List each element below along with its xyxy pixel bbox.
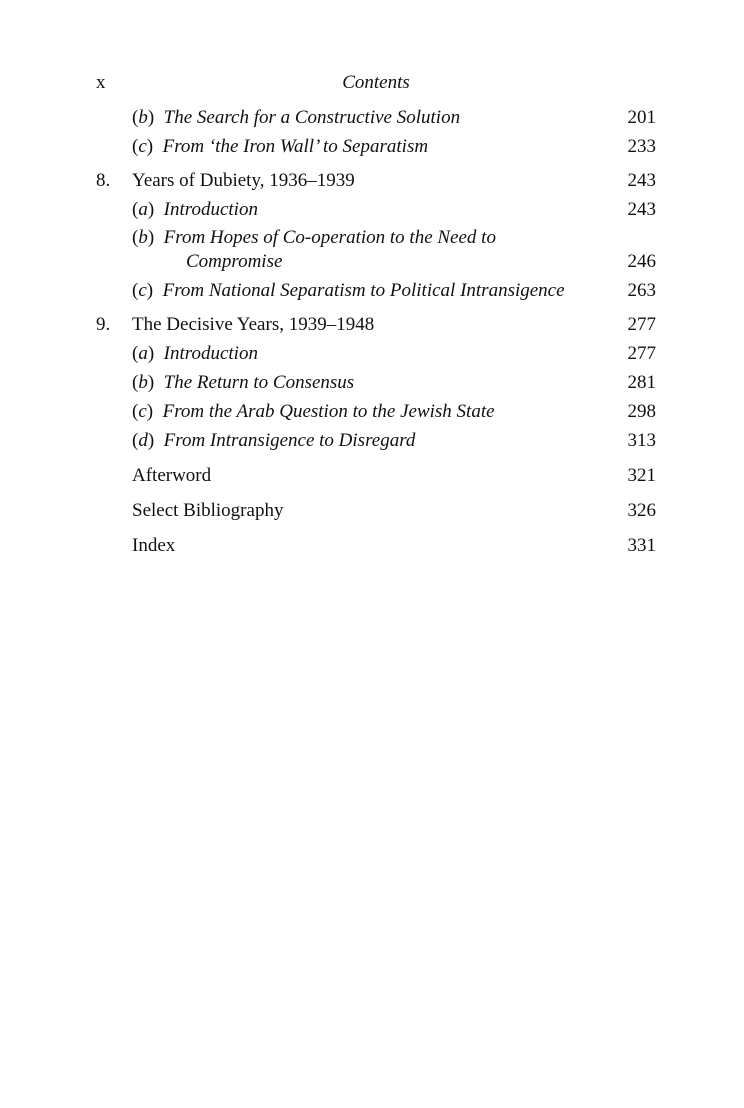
toc-letter: b <box>138 227 148 248</box>
toc-entry: (b) The Return to Consensus 281 <box>132 372 656 393</box>
toc-page: 246 <box>627 251 656 272</box>
toc-chapter <box>96 313 656 337</box>
toc-title: From Intransigence to Disregard <box>163 430 416 451</box>
toc-entry: (d) From Intransigence to Disregard 313 <box>132 430 656 451</box>
toc-chapter <box>96 169 656 193</box>
toc-title: From the Arab Question to the Jewish State <box>162 401 495 422</box>
toc-page: 277 <box>627 314 656 335</box>
toc-page: 326 <box>627 500 656 521</box>
page-number: x <box>96 72 106 93</box>
toc-letter: c <box>138 401 147 422</box>
toc-back-matter <box>96 534 656 558</box>
toc-page: 233 <box>627 136 656 157</box>
back-matter-title: Afterword <box>132 465 212 486</box>
toc-entry: (a) Introduction 277 <box>132 343 656 364</box>
toc-entry: (b) From Hopes of Co-operation to the Need to Compromise 246 <box>132 227 656 272</box>
toc-entry: (a) Introduction 243 <box>132 199 656 220</box>
toc-title: From ‘the Iron Wall’ to Separatism <box>162 136 429 157</box>
toc-title: Introduction <box>163 199 258 220</box>
toc-page: 243 <box>627 170 656 191</box>
toc-title-continuation: Compromise <box>186 251 283 272</box>
table-of-contents <box>96 106 656 558</box>
toc-page: 277 <box>627 343 656 364</box>
toc-page: 263 <box>627 280 656 301</box>
chapter-number: 8. <box>96 170 111 191</box>
toc-title: From National Separatism to Political Intransigence <box>162 280 565 301</box>
toc-page: 321 <box>627 465 656 486</box>
toc-entry: (b) The Search for a Constructive Solution 201 <box>132 107 656 128</box>
toc-page: 201 <box>627 107 656 128</box>
toc-letter: c <box>138 280 147 301</box>
toc-page: 243 <box>627 199 656 220</box>
toc-letter: d <box>138 430 148 451</box>
toc-letter: b <box>138 107 148 128</box>
toc-entry: (c) From ‘the Iron Wall’ to Separatism 233 <box>132 136 656 157</box>
toc-title: The Search for a Constructive Solution <box>163 107 461 128</box>
toc-letter: a <box>138 343 148 364</box>
toc-letter: b <box>138 372 148 393</box>
toc-page: 281 <box>627 372 656 393</box>
toc-back-matter <box>96 464 656 488</box>
chapter-title: The Decisive Years, 1939–1948 <box>132 314 375 335</box>
toc-page: 331 <box>627 535 656 556</box>
toc-title: The Return to Consensus <box>163 372 355 393</box>
toc-title: Introduction <box>163 343 258 364</box>
toc-back-matter <box>96 499 656 523</box>
toc-entry: (c) From the Arab Question to the Jewish State 298 <box>132 401 656 422</box>
toc-entry: (c) From National Separatism to Political Intransigence 263 <box>132 280 656 301</box>
toc-letter: c <box>138 136 147 157</box>
toc-letter: a <box>138 199 148 220</box>
back-matter-title: Select Bibliography <box>132 500 284 521</box>
back-matter-title: Index <box>132 535 176 556</box>
chapter-title: Years of Dubiety, 1936–1939 <box>132 170 355 191</box>
toc-page: 298 <box>627 401 656 422</box>
chapter-number: 9. <box>96 314 111 335</box>
toc-page: 313 <box>627 430 656 451</box>
page-header <box>96 72 656 96</box>
running-title: Contents <box>342 72 410 93</box>
toc-title: From Hopes of Co-operation to the Need to <box>163 227 496 248</box>
